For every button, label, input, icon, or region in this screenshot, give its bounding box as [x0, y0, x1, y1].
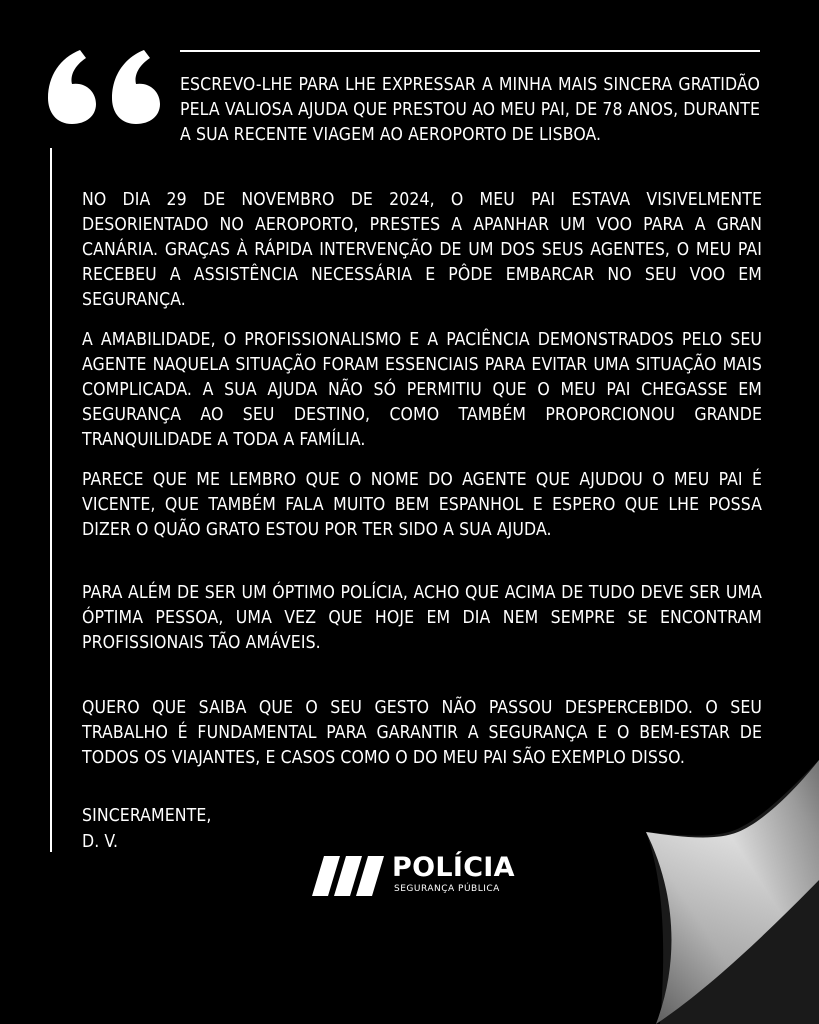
letter-closing: [82, 803, 212, 855]
letter-paragraph: PARA ALÉM DE SER UM ÓPTIMO POLÍCIA, ACHO QUE ACIMA DE TUDO DEVE SER UMA ÓPTIMA PESSOA, UMA VEZ QUE HOJE EM DIA NEM SEMPRE SE ENCONTRAM PROFISSIONAIS TÃO AMÁVEIS.: [82, 583, 762, 653]
top-divider: [180, 50, 760, 52]
logo-title: POLÍCIA: [392, 852, 515, 883]
letter-paragraph: QUERO QUE SAIBA QUE O SEU GESTO NÃO PASSOU DESPERCEBIDO. O SEU TRABALHO É FUNDAMENTAL PARA GARANTIR A SEGURANÇA E O BEM-ESTAR DE TODOS OS VIAJANTES, E CASOS COMO O DO MEU PAI SÃO EXEMPLO DISSO.: [82, 698, 762, 768]
page-curl-icon: [640, 760, 819, 1024]
psp-logo: [312, 852, 515, 900]
letter-paragraph: NO DIA 29 DE NOVEMBRO DE 2024, O MEU PAI ESTAVA VISIVELMENTE DESORIENTADO NO AEROPORTO, PRESTES A APANHAR UM VOO PARA A GRAN CANÁRIA. GRAÇAS À RÁPIDA INTERVENÇÃO DE UM DOS SEUS AGENTES, O MEU PAI RECEBEU A ASSISTÊNCIA NECESSÁRIA E PÔDE EMBARCAR NO SEU VOO EM SEGURANÇA.: [82, 190, 762, 310]
psp-logo-bars-icon: [312, 856, 384, 896]
letter-paragraph: PARECE QUE ME LEMBRO QUE O NOME DO AGENTE QUE AJUDOU O MEU PAI É VICENTE, QUE TAMBÉM FALA MUITO BEM ESPANHOL E ESPERO QUE LHE POSSA DIZER O QUÃO GRATO ESTOU POR TER SIDO A SUA AJUDA.: [82, 470, 762, 540]
signature: D. V.: [82, 832, 119, 852]
side-divider: [50, 148, 52, 852]
letter-paragraph: A AMABILIDADE, O PROFISSIONALISMO E A PACIÊNCIA DEMONSTRADOS PELO SEU AGENTE NAQUELA SITUAÇÃO FORAM ESSENCIAIS PARA EVITAR UMA SITUAÇÃO MAIS COMPLICADA. A SUA AJUDA NÃO SÓ PERMITIU QUE O MEU PAI CHEGASSE EM SEGURANÇA AO SEU DESTINO, COMO TAMBÉM PROPORCIONOU GRANDE TRANQUILIDADE A TODA A FAMÍLIA.: [82, 330, 762, 450]
logo-subtitle: SEGURANÇA PÚBLICA: [394, 884, 500, 894]
quote-mark-icon: [46, 36, 168, 136]
closing-salutation: SINCERAMENTE,: [82, 806, 212, 826]
letter-paragraph: ESCREVO-LHE PARA LHE EXPRESSAR A MINHA MAIS SINCERA GRATIDÃO PELA VALIOSA AJUDA QUE PRESTOU AO MEU PAI, DE 78 ANOS, DURANTE A SUA RECENTE VIAGEM AO AEROPORTO DE LISBOA.: [180, 75, 760, 145]
